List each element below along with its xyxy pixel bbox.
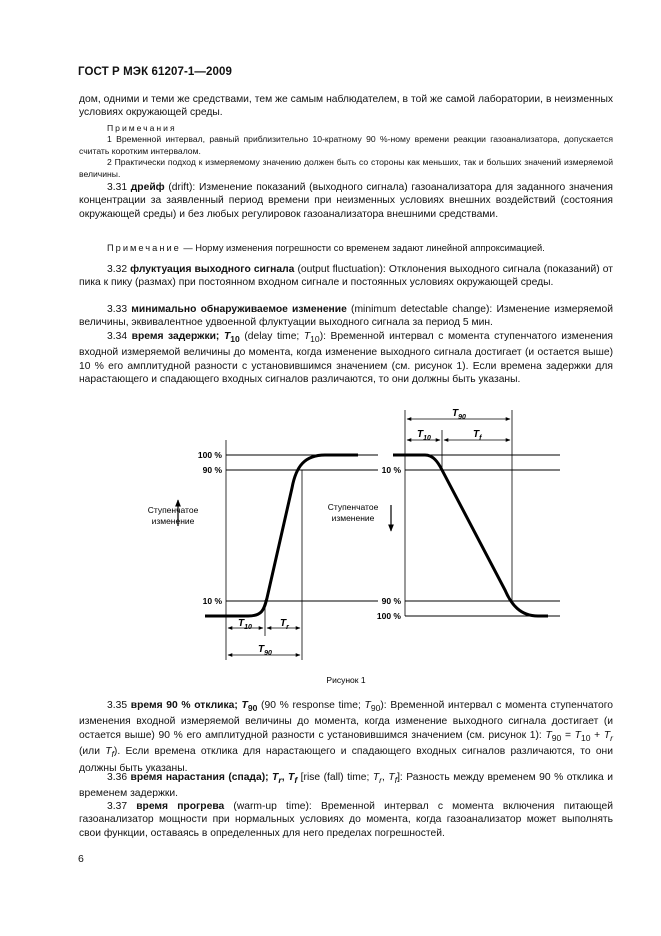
- symbol: T: [223, 331, 231, 342]
- notes-title: Примечания: [107, 123, 177, 133]
- label-90: 90 %: [381, 596, 401, 606]
- step-label-2: изменение: [331, 513, 375, 523]
- term: время 90 % отклика;: [130, 700, 238, 711]
- tf-label: $T_f$: [473, 429, 482, 442]
- left-labels: [148, 450, 290, 657]
- section-3-37: [79, 800, 613, 840]
- definition: (warm-up time): Временной интервал с момента включения питающей газоанализатор мощности при нормальных условиях до момента, когда газоанализатор может выполнять свои функции, оставаясь в определенных для него пределах погрешностей.: [79, 801, 613, 839]
- section-number: 3.34: [107, 331, 128, 342]
- section-3-35: 3.35 время 90 % отклика; $T_{90}$ (90 % response time; $T_{90}$): Временной интервал с момента ступенчатого изменения входной измеряемой величины до момента, когда изменение выходного сигнала достигает (и остается выше) 90 % его амплитудной разности с установившимся значением (см. рисунок 1): $T_{90} = T_{10} + T_r$ (или $T_f$). Если времена отклика для нарастающего и спадающего входных сигналов различаются, то они должны быть указаны.: [79, 700, 613, 774]
- symbol-sub: 10: [230, 334, 240, 345]
- definition-part: (90 % response time;: [257, 700, 365, 711]
- term: дрейф: [130, 182, 165, 193]
- term: время нарастания (спада);: [130, 772, 269, 783]
- t10-sub: 10: [423, 435, 431, 442]
- definition: (drift): Изменение показаний (выходного сигнала) газоанализатора для заданного значения концентрации за заявленный период времени при неизменных условиях внешних воздействий (состояния окружающей среды) и без любых регулировок газоанализатора внешними средствами.: [79, 182, 613, 220]
- definition-part: ): Временной интервал с момента ступенчатого изменения входной измеряемой величины до момента, когда изменение выходного сигнала достигает (и остается выше) 10 % его амплитудной разности с установившимся значением (см. рисунок 1). Если времена задержки для нарастающего и спадающего входных сигналов различаются, то они должны быть указаны.: [79, 331, 613, 386]
- t90-label: $T_{90}$: [258, 644, 272, 657]
- symbol-sub: 10: [310, 334, 320, 345]
- step-label-1: Ступенчатое: [147, 505, 199, 515]
- definition-part: [rise (fall) time;: [297, 772, 373, 783]
- definition: (minimum detectable change): Изменение измеряемой величины, эквивалентное удвоенной флуктуации выходного сигнала за период 5 мин.: [79, 304, 613, 329]
- symbol: T: [303, 331, 311, 342]
- term: время прогрева: [136, 801, 225, 812]
- label-100: 100 %: [197, 450, 222, 460]
- section-number: 3.35: [107, 700, 128, 711]
- document-header: ГОСТ Р МЭК 61207-1—2009: [78, 66, 232, 78]
- tr-label: $T_r$: [280, 618, 289, 631]
- figure-caption: Рисунок 1: [326, 675, 366, 685]
- note-2: 2 Практически подход к измеряемому значению должен быть со стороны как меньших, так и больших значений измеряемой величины.: [79, 157, 613, 179]
- definition: (output fluctuation): Отклонения выходного сигнала (показаний) от пика к пику (размах) при постоянном входном сигнале и постоянных условиях окружающей среды.: [79, 264, 613, 289]
- tf-sub: f: [479, 435, 482, 442]
- section-number: 3.37: [107, 801, 128, 812]
- label-90: 90 %: [202, 465, 222, 475]
- note-1: 1 Временной интервал, равный приблизительно 10-кратному 90 %-ному времени реакции газоанализатора, допускается считать коротким интервалом.: [79, 134, 613, 156]
- section-number: 3.33: [107, 304, 128, 315]
- t90-sub: 90: [264, 650, 272, 657]
- definition-part: (delay time;: [239, 331, 304, 342]
- t90-label: $T_{90}$: [452, 408, 466, 421]
- definition-part: . Если времена отклика для нарастающего и спадающего входных сигналов различаются, то они должны быть указаны.: [79, 746, 613, 774]
- t10-label: $T_{10}$: [238, 618, 252, 631]
- section-3-36: 3.36 время нарастания (спада); $T_r$, $T_f$ [rise (fall) time; $T_r$, $T_f$]: Разность между временем 90 % отклика и временем задержки.: [79, 772, 613, 800]
- t10-sub: 10: [244, 624, 252, 631]
- right-diagram: [391, 410, 560, 616]
- label-10: 10 %: [202, 596, 222, 606]
- intro-paragraph: дом, одними и теми же средствами, тем же самым наблюдателем, в той же самой лаборатории, в неизменных условиях окружающей среды.: [79, 94, 613, 119]
- response-curve-falling: [393, 455, 548, 616]
- step-label-1: Ступенчатое: [327, 502, 379, 512]
- label-100: 100 %: [376, 611, 401, 621]
- section-number: 3.32: [107, 264, 128, 275]
- label-10: 10 %: [381, 465, 401, 475]
- t10-label: $T_{10}$: [417, 429, 431, 442]
- response-curve-rising: [202, 455, 358, 616]
- tr-sub: r: [286, 624, 289, 631]
- t90-sub: 90: [458, 414, 466, 421]
- step-label-2: изменение: [151, 516, 195, 526]
- term: минимально обнаруживаемое изменение: [131, 304, 347, 315]
- note-text: — Норму изменения погрешности со временем задают линейной аппроксимацией.: [180, 243, 545, 253]
- term: время задержки;: [131, 331, 220, 342]
- section-number: 3.31: [107, 182, 128, 193]
- definition-part: ]: Разность между временем 90 % отклика и временем задержки.: [79, 772, 613, 800]
- term: флуктуация выходного сигнала: [130, 264, 295, 275]
- page-number: 6: [78, 853, 84, 865]
- definition-part: ): Временной интервал с момента ступенчатого изменения входной измеряемой величины до момента, когда изменение выходного сигнала достигает (и остается выше) 90 % его амплитудной разности с установившимся значением (см. рисунок 1):: [79, 700, 613, 741]
- section-number: 3.36: [107, 772, 128, 783]
- note-label: Примечание: [107, 243, 181, 253]
